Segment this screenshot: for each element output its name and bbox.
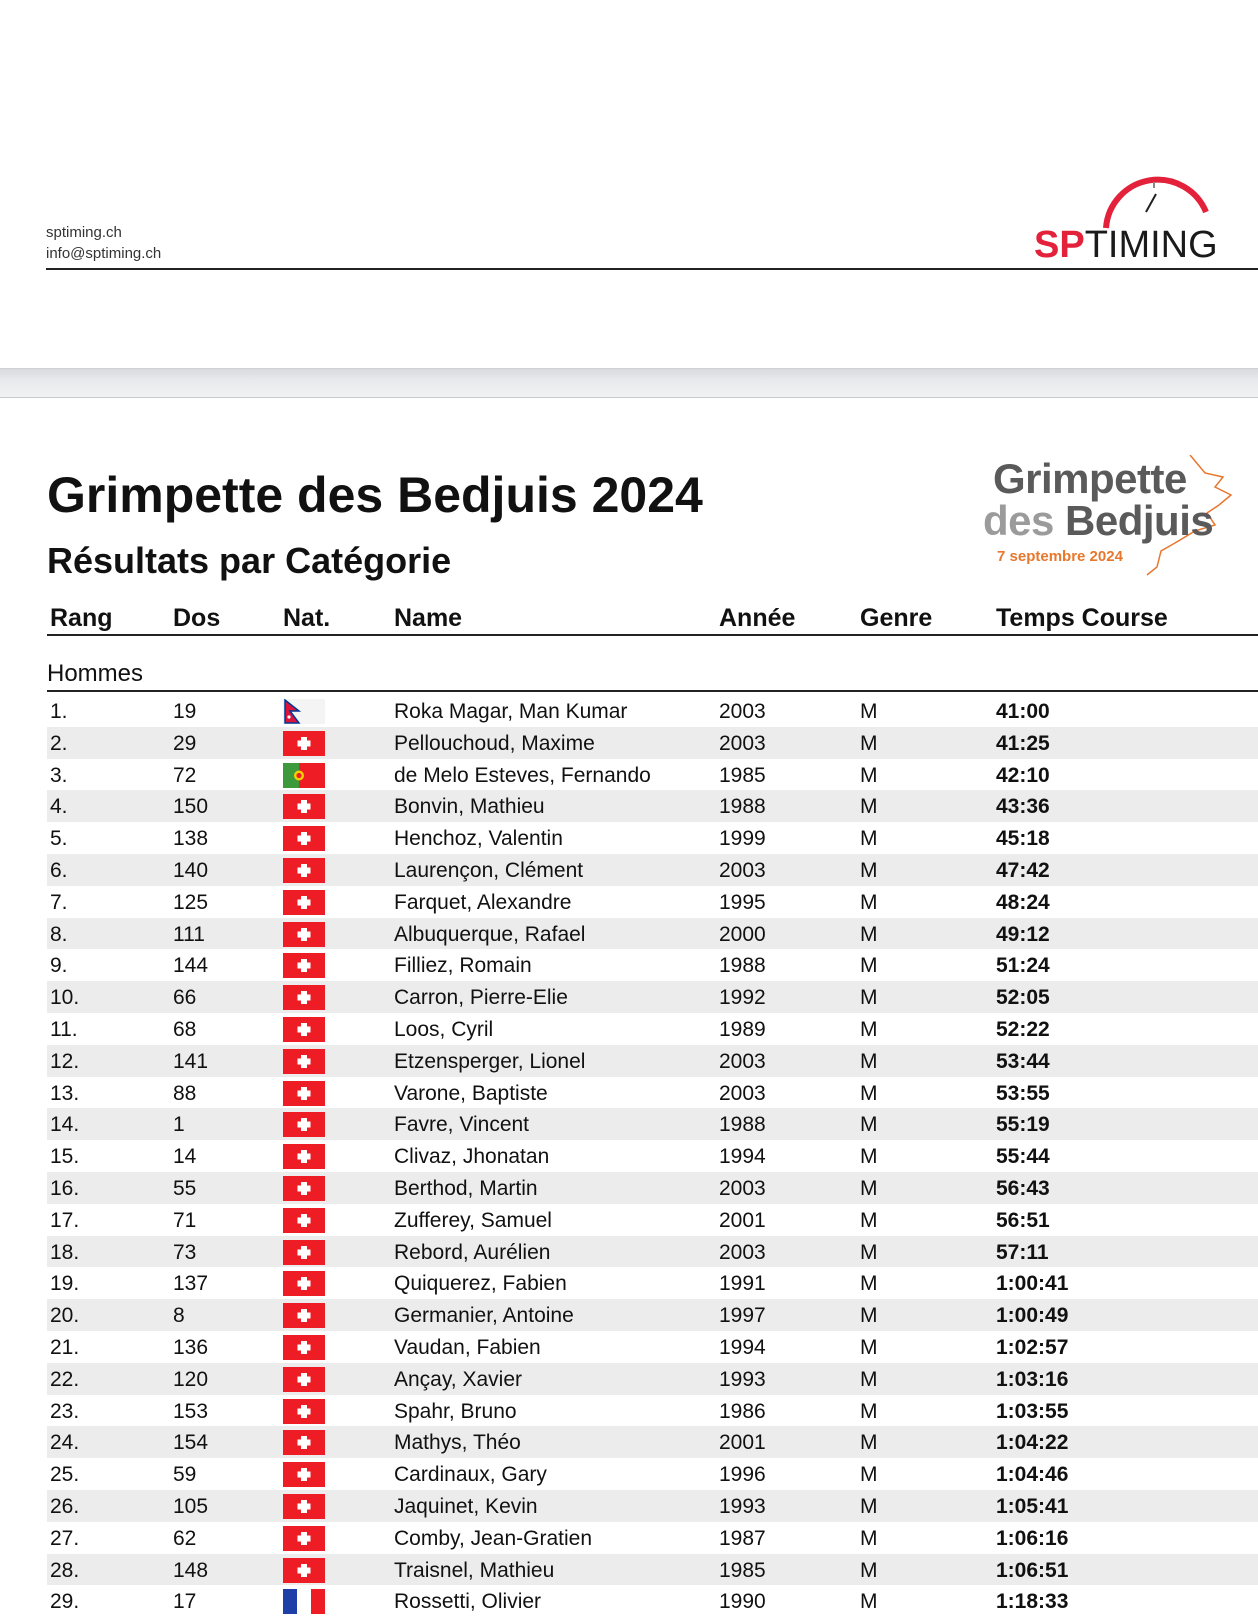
table-row — [47, 790, 1258, 822]
year-cell: 2001 — [719, 1431, 766, 1455]
gender-cell: M — [860, 700, 878, 723]
table-row — [47, 1077, 1258, 1109]
bib-cell: 88 — [173, 1081, 197, 1105]
time-cell: 47:42 — [996, 858, 1050, 882]
bib-cell: 153 — [173, 1399, 209, 1423]
year-cell: 1990 — [719, 1590, 766, 1614]
name-cell: Clivaz, Jhonatan — [394, 1145, 550, 1169]
bib-cell: 111 — [173, 922, 205, 946]
year-cell: 2001 — [719, 1208, 766, 1232]
table-row — [47, 1363, 1258, 1395]
rank-cell: 20. — [50, 1304, 80, 1328]
table-row — [47, 727, 1258, 759]
gender-cell: M — [860, 1113, 878, 1137]
bib-cell: 144 — [173, 954, 209, 978]
name-cell: Favre, Vincent — [394, 1113, 530, 1137]
time-cell: 41:25 — [996, 731, 1050, 755]
gender-cell: M — [860, 1304, 878, 1328]
rank-cell: 18. — [50, 1240, 80, 1264]
name-cell: Zufferey, Samuel — [394, 1208, 552, 1232]
year-cell: 1986 — [719, 1399, 766, 1423]
table-row — [47, 854, 1258, 886]
bib-cell: 138 — [173, 827, 209, 851]
table-row — [47, 1585, 1258, 1617]
rank-cell: 10. — [50, 986, 80, 1010]
table-row — [47, 1554, 1258, 1586]
time-cell: 1:02:57 — [996, 1335, 1069, 1359]
year-cell: 1999 — [719, 827, 766, 851]
swiss-flag-icon — [283, 826, 325, 851]
time-cell: 1:18:33 — [996, 1590, 1069, 1614]
table-row — [47, 1299, 1258, 1331]
year-cell: 2003 — [719, 731, 766, 755]
table-row — [47, 695, 1258, 727]
rank-cell: 9. — [50, 954, 68, 978]
name-cell: Jaquinet, Kevin — [394, 1494, 538, 1518]
table-row — [47, 1267, 1258, 1299]
category-label: Hommes — [47, 660, 144, 687]
name-cell: Albuquerque, Rafael — [394, 922, 586, 946]
time-cell: 51:24 — [996, 954, 1050, 978]
year-cell: 2003 — [719, 700, 766, 723]
rank-cell: 21. — [50, 1335, 80, 1359]
bib-cell: 136 — [173, 1335, 209, 1359]
gender-cell: M — [860, 731, 878, 755]
header-divider — [46, 268, 1258, 270]
table-row — [47, 1204, 1258, 1236]
time-cell: 41:00 — [996, 700, 1050, 723]
rank-cell: 13. — [50, 1081, 80, 1105]
bib-cell: 73 — [173, 1240, 197, 1264]
col-annee: Année — [719, 604, 796, 632]
contact-info — [46, 222, 161, 264]
year-cell: 2003 — [719, 1049, 766, 1073]
gender-cell: M — [860, 1208, 878, 1232]
gender-cell: M — [860, 1590, 878, 1614]
name-cell: Laurençon, Clément — [394, 858, 584, 882]
name-cell: Quiquerez, Fabien — [394, 1272, 567, 1296]
table-row — [47, 918, 1258, 950]
swiss-flag-icon — [283, 1144, 325, 1169]
bib-cell: 66 — [173, 986, 197, 1010]
table-row — [47, 1045, 1258, 1077]
time-cell: 1:00:49 — [996, 1304, 1069, 1328]
rank-cell: 5. — [50, 827, 68, 851]
table-row — [47, 1108, 1258, 1140]
bib-cell: 8 — [173, 1304, 185, 1328]
time-cell: 48:24 — [996, 890, 1050, 914]
table-row — [47, 1522, 1258, 1554]
swiss-flag-icon — [283, 1430, 325, 1455]
name-cell: Comby, Jean-Gratien — [394, 1526, 593, 1550]
rank-cell: 16. — [50, 1176, 80, 1200]
swiss-flag-icon — [283, 858, 325, 883]
sptiming-logo — [1034, 168, 1258, 268]
swiss-flag-icon — [283, 1462, 325, 1487]
bib-cell: 154 — [173, 1431, 209, 1455]
year-cell: 2003 — [719, 1240, 766, 1264]
gender-cell: M — [860, 986, 878, 1010]
bib-cell: 72 — [173, 763, 197, 787]
bib-cell: 62 — [173, 1526, 197, 1550]
time-cell: 1:04:22 — [996, 1431, 1069, 1455]
rank-cell: 19. — [50, 1272, 80, 1296]
time-cell: 45:18 — [996, 827, 1050, 851]
bib-cell: 59 — [173, 1463, 197, 1487]
bib-cell: 150 — [173, 795, 209, 819]
year-cell: 1994 — [719, 1335, 766, 1359]
name-cell: Varone, Baptiste — [394, 1081, 548, 1105]
table-row — [47, 1395, 1258, 1427]
gender-cell: M — [860, 954, 878, 978]
rank-cell: 25. — [50, 1463, 80, 1487]
gender-cell: M — [860, 1463, 878, 1487]
rank-cell: 7. — [50, 890, 68, 914]
time-cell: 1:04:46 — [996, 1463, 1069, 1487]
rank-cell: 27. — [50, 1526, 80, 1550]
table-row — [47, 949, 1258, 981]
name-cell: Vaudan, Fabien — [394, 1335, 541, 1359]
name-cell: Germanier, Antoine — [394, 1304, 574, 1328]
year-cell: 1995 — [719, 890, 766, 914]
event-logo — [975, 455, 1258, 595]
year-cell: 1996 — [719, 1463, 766, 1487]
bib-cell: 141 — [173, 1049, 209, 1073]
year-cell: 1997 — [719, 1304, 766, 1328]
rank-cell: 14. — [50, 1113, 80, 1137]
logo-timing-text: TIMING — [1084, 224, 1218, 266]
year-cell: 2000 — [719, 922, 766, 946]
year-cell: 1985 — [719, 763, 766, 787]
year-cell: 1992 — [719, 986, 766, 1010]
time-cell: 55:44 — [996, 1145, 1050, 1169]
year-cell: 1991 — [719, 1272, 766, 1296]
time-cell: 1:05:41 — [996, 1494, 1069, 1518]
time-cell: 53:55 — [996, 1081, 1050, 1105]
logo-sp-text: SP — [1034, 224, 1085, 266]
event-logo-line2a: des — [983, 497, 1066, 544]
year-cell: 2003 — [719, 858, 766, 882]
name-cell: Pellouchoud, Maxime — [394, 731, 595, 755]
swiss-flag-icon — [283, 953, 325, 978]
bib-cell: 19 — [173, 700, 197, 723]
event-logo-line2b: Bedjuis — [1065, 497, 1214, 544]
bib-cell: 17 — [173, 1590, 197, 1614]
year-cell: 1987 — [719, 1526, 766, 1550]
page-subtitle: Résultats par Catégorie — [47, 540, 452, 581]
gender-cell: M — [860, 1145, 878, 1169]
rank-cell: 23. — [50, 1399, 80, 1423]
name-cell: Berthod, Martin — [394, 1176, 538, 1200]
gender-cell: M — [860, 890, 878, 914]
name-cell: Loos, Cyril — [394, 1017, 494, 1041]
bib-cell: 125 — [173, 890, 209, 914]
email-text: info@sptiming.ch — [46, 245, 162, 262]
name-cell: Cardinaux, Gary — [394, 1463, 547, 1487]
col-temps: Temps Course — [996, 604, 1168, 632]
bib-cell: 1 — [173, 1113, 185, 1137]
time-cell: 42:10 — [996, 763, 1050, 787]
year-cell: 1993 — [719, 1494, 766, 1518]
bib-cell: 55 — [173, 1176, 197, 1200]
gender-cell: M — [860, 1017, 878, 1041]
gender-cell: M — [860, 1081, 878, 1105]
gender-cell: M — [860, 1176, 878, 1200]
table-row — [47, 1426, 1258, 1458]
table-row — [47, 1331, 1258, 1363]
swiss-flag-icon — [283, 1303, 325, 1328]
swiss-flag-icon — [283, 1558, 325, 1583]
gender-cell: M — [860, 1240, 878, 1264]
bib-cell: 137 — [173, 1272, 209, 1296]
portugal-flag-icon — [283, 763, 325, 788]
rank-cell: 4. — [50, 795, 68, 819]
year-cell: 1993 — [719, 1367, 766, 1391]
time-cell: 56:51 — [996, 1208, 1050, 1232]
swiss-flag-icon — [283, 1049, 325, 1074]
bib-cell: 140 — [173, 858, 209, 882]
swiss-flag-icon — [283, 1176, 325, 1201]
swiss-flag-icon — [283, 1081, 325, 1106]
col-dos: Dos — [173, 604, 221, 632]
time-cell: 56:43 — [996, 1176, 1050, 1200]
rank-cell: 24. — [50, 1431, 80, 1455]
table-row — [47, 822, 1258, 854]
rank-cell: 17. — [50, 1208, 80, 1232]
gender-cell: M — [860, 922, 878, 946]
name-cell: Ançay, Xavier — [394, 1367, 522, 1391]
gender-cell: M — [860, 1558, 878, 1582]
rank-cell: 11. — [50, 1017, 78, 1041]
name-cell: Henchoz, Valentin — [394, 827, 563, 851]
bib-cell: 105 — [173, 1494, 209, 1518]
time-cell: 1:00:41 — [996, 1272, 1069, 1296]
time-cell: 1:06:16 — [996, 1526, 1069, 1550]
gender-cell: M — [860, 1399, 878, 1423]
time-cell: 1:03:55 — [996, 1399, 1069, 1423]
col-rang: Rang — [50, 604, 113, 632]
time-cell: 53:44 — [996, 1049, 1050, 1073]
year-cell: 1985 — [719, 1558, 766, 1582]
name-cell: Farquet, Alexandre — [394, 890, 572, 914]
year-cell: 1988 — [719, 795, 766, 819]
name-cell: de Melo Esteves, Fernando — [394, 763, 651, 787]
time-cell: 55:19 — [996, 1113, 1050, 1137]
swiss-flag-icon — [283, 731, 325, 756]
table-row — [47, 981, 1258, 1013]
table-row — [47, 886, 1258, 918]
rank-cell: 26. — [50, 1494, 80, 1518]
col-name: Name — [394, 604, 463, 632]
swiss-flag-icon — [283, 890, 325, 915]
gender-cell: M — [860, 1431, 878, 1455]
name-cell: Etzensperger, Lionel — [394, 1049, 586, 1073]
name-cell: Bonvin, Mathieu — [394, 795, 545, 819]
gender-cell: M — [860, 795, 878, 819]
rank-cell: 12. — [50, 1049, 80, 1073]
table-row — [47, 1013, 1258, 1045]
table-row — [47, 759, 1258, 791]
name-cell: Rossetti, Olivier — [394, 1590, 542, 1614]
bib-cell: 71 — [173, 1208, 197, 1232]
swiss-flag-icon — [283, 1017, 325, 1042]
bib-cell: 14 — [173, 1145, 197, 1169]
table-row — [47, 1236, 1258, 1268]
swiss-flag-icon — [283, 1240, 325, 1265]
france-flag-icon — [283, 1589, 325, 1614]
bib-cell: 148 — [173, 1558, 209, 1582]
year-cell: 1989 — [719, 1017, 766, 1041]
swiss-flag-icon — [283, 1399, 325, 1424]
bib-cell: 29 — [173, 731, 197, 755]
rank-cell: 6. — [50, 858, 68, 882]
rank-cell: 1. — [50, 700, 68, 723]
year-cell: 1988 — [719, 954, 766, 978]
time-cell: 43:36 — [996, 795, 1050, 819]
swiss-flag-icon — [283, 794, 325, 819]
name-cell: Carron, Pierre-Elie — [394, 986, 568, 1010]
table-row — [47, 1490, 1258, 1522]
time-cell: 57:11 — [996, 1240, 1049, 1264]
rank-cell: 8. — [50, 922, 68, 946]
gender-cell: M — [860, 827, 878, 851]
year-cell: 2003 — [719, 1081, 766, 1105]
rank-cell: 3. — [50, 763, 68, 787]
results-table-header — [47, 598, 1258, 636]
swiss-flag-icon — [283, 1367, 325, 1392]
swiss-flag-icon — [283, 1335, 325, 1360]
name-cell: Rebord, Aurélien — [394, 1240, 551, 1264]
stopwatch-arc-icon — [1094, 172, 1214, 232]
rank-cell: 2. — [50, 731, 68, 755]
year-cell: 2003 — [719, 1176, 766, 1200]
name-cell: Mathys, Théo — [394, 1431, 521, 1455]
time-cell: 49:12 — [996, 922, 1050, 946]
time-cell: 52:22 — [996, 1017, 1050, 1041]
gender-cell: M — [860, 1049, 878, 1073]
table-row — [47, 1140, 1258, 1172]
col-genre: Genre — [860, 604, 933, 632]
event-logo-line1: Grimpette — [993, 455, 1187, 502]
rank-cell: 15. — [50, 1145, 80, 1169]
event-logo-date: 7 septembre 2024 — [997, 548, 1123, 565]
rank-cell: 28. — [50, 1558, 80, 1582]
rank-cell: 22. — [50, 1367, 80, 1391]
table-row — [47, 1458, 1258, 1490]
gender-cell: M — [860, 858, 878, 882]
name-cell: Spahr, Bruno — [394, 1399, 517, 1423]
year-cell: 1988 — [719, 1113, 766, 1137]
time-cell: 52:05 — [996, 986, 1050, 1010]
swiss-flag-icon — [283, 985, 325, 1010]
page-separator — [0, 368, 1258, 398]
swiss-flag-icon — [283, 1112, 325, 1137]
name-cell: Roka Magar, Man Kumar — [394, 700, 628, 723]
time-cell: 1:03:16 — [996, 1367, 1069, 1391]
website-text: sptiming.ch — [46, 224, 122, 241]
category-divider — [47, 690, 1258, 692]
page-title: Grimpette des Bedjuis 2024 — [47, 467, 703, 523]
bib-cell: 68 — [173, 1017, 197, 1041]
gender-cell: M — [860, 1526, 878, 1550]
table-row — [47, 1172, 1258, 1204]
gender-cell: M — [860, 1367, 878, 1391]
swiss-flag-icon — [283, 1526, 325, 1551]
gender-cell: M — [860, 1272, 878, 1296]
col-nat: Nat. — [283, 604, 331, 632]
swiss-flag-icon — [283, 922, 325, 947]
swiss-flag-icon — [283, 1271, 325, 1296]
name-cell: Traisnel, Mathieu — [394, 1558, 555, 1582]
rank-cell: 29. — [50, 1590, 80, 1614]
name-cell: Filliez, Romain — [394, 954, 532, 978]
swiss-flag-icon — [283, 1208, 325, 1233]
year-cell: 1994 — [719, 1145, 766, 1169]
gender-cell: M — [860, 1335, 878, 1359]
bib-cell: 120 — [173, 1367, 209, 1391]
swiss-flag-icon — [283, 1494, 325, 1519]
nepal-flag-icon — [283, 699, 325, 724]
results-table-body — [47, 695, 1258, 1617]
gender-cell: M — [860, 1494, 878, 1518]
time-cell: 1:06:51 — [996, 1558, 1069, 1582]
gender-cell: M — [860, 763, 878, 787]
